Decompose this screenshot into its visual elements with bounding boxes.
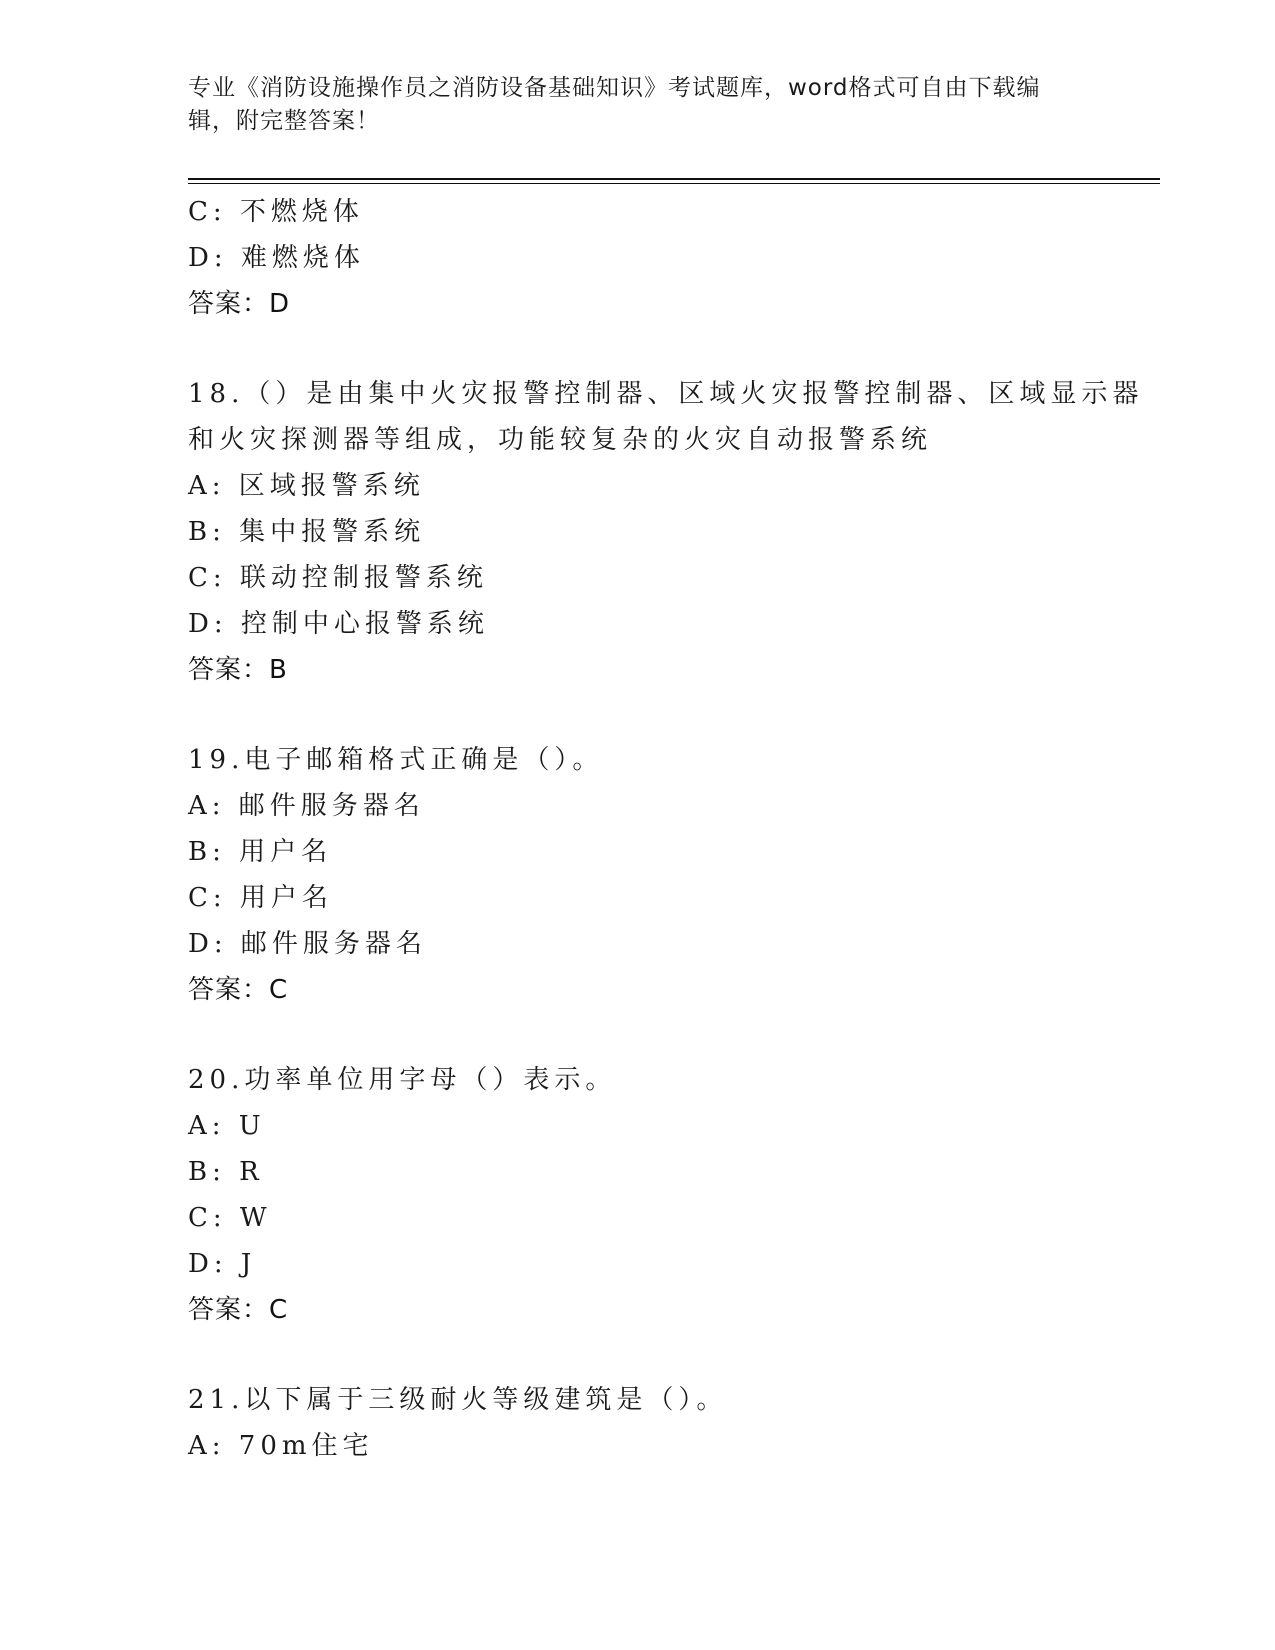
question-17-continued <box>188 189 1088 327</box>
option-d: D: J <box>188 1249 257 1279</box>
option-d: D: 控制中心报警系统 <box>188 609 489 639</box>
option-a: A: 区域报警系统 <box>188 471 425 501</box>
option-a: A: 邮件服务器名 <box>188 791 425 821</box>
option-b: B: 用户名 <box>188 837 333 867</box>
answer-line: 答案：C <box>188 975 289 1005</box>
question-list <box>188 189 1144 1469</box>
header-line-2: 辑，附完整答案！ <box>188 108 380 134</box>
page-header <box>188 72 1088 138</box>
option-d: D: 难燃烧体 <box>188 243 365 273</box>
option-c: C: 联动控制报警系统 <box>188 563 488 593</box>
answer-line: 答案：D <box>188 289 291 319</box>
option-d: D: 邮件服务器名 <box>188 929 427 959</box>
answer-line: 答案：C <box>188 1295 289 1325</box>
header-line-1: 专业《消防设施操作员之消防设备基础知识》考试题库，word格式可自由下载编 <box>188 75 1041 101</box>
spacer <box>188 693 1088 737</box>
question-19 <box>188 737 1088 1013</box>
option-c: C: 不燃烧体 <box>188 197 364 227</box>
option-c: C: W <box>188 1203 272 1233</box>
answer-line: 答案：B <box>188 655 288 685</box>
spacer <box>188 1333 1088 1377</box>
question-21 <box>188 1377 1088 1469</box>
question-18 <box>188 371 1144 693</box>
question-20 <box>188 1057 1088 1333</box>
question-stem-line-1: 21.以下属于三级耐火等级建筑是（）。 <box>188 1385 728 1415</box>
question-stem-line-1: 19.电子邮箱格式正确是（）。 <box>188 745 604 775</box>
question-stem-line-1: 20.功率单位用字母（）表示。 <box>188 1065 617 1095</box>
option-a: A: 70m住宅 <box>188 1431 374 1461</box>
header-divider-thin <box>188 183 1160 184</box>
spacer <box>188 1013 1088 1057</box>
option-b: B: 集中报警系统 <box>188 517 426 547</box>
spacer <box>188 327 1088 371</box>
header-divider-thick <box>188 178 1160 180</box>
option-b: B: R <box>188 1157 264 1187</box>
question-stem-line-1: 18.（）是由集中火灾报警控制器、区域火灾报警控制器、区域显示器 <box>188 379 1144 409</box>
option-a: A: U <box>188 1111 266 1141</box>
question-stem-line-2: 和火灾探测器等组成，功能较复杂的火灾自动报警系统 <box>188 425 933 455</box>
option-c: C: 用户名 <box>188 883 333 913</box>
